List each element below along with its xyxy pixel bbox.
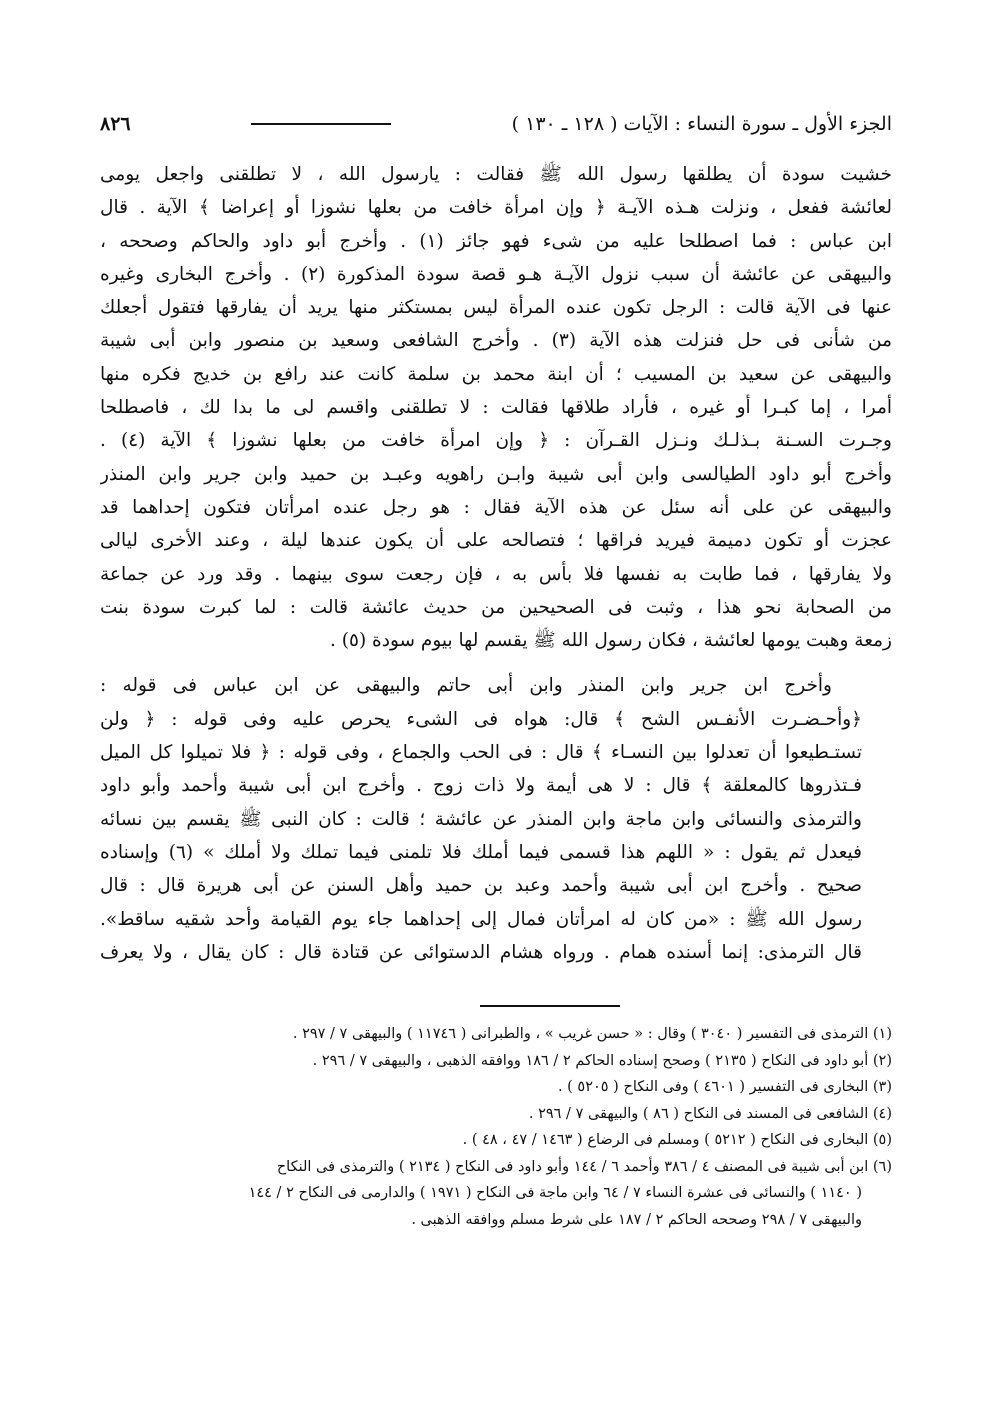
text-line: خشيت سودة أن يطلقها رسول الله ﷺ فقالت : يارسول الله ، لا تطلقنى واجعل يومى — [100, 164, 892, 185]
footnote-3: (٣) البخارى فى التفسير ( ٤٦٠١ ) وفى النكاح ( ٥٢٠٥ ) . — [557, 1079, 892, 1096]
text-line: ابن عباس : فما اصطلحا عليه من شىء فهو جائز (١) . وأخرج أبو داود والحاكم وصححه ، — [100, 230, 892, 252]
footnote-6-continued: والبيهقى ٧ / ٢٩٨ وصححه الحاكم ٢ / ١٨٧ على شرط مسلم ووافقه الذهبى . — [411, 1211, 862, 1228]
page-number: ٨٢٦ — [100, 113, 131, 135]
footnote-6-continued: ( ١١٤٠ ) والنسائى فى عشرة النساء ٧ / ٦٤ وابن ماجة فى النكاح ( ١٩٧١ ) والدارمى فى النكاح ٢ / ١٤٤ — [248, 1185, 862, 1202]
text-line: ولا يفارقها ، فما طابت به نفسها فلا بأس به ، فإن رجعت سوى بينهما . وقد ورد عن جماعة — [100, 563, 892, 585]
book-page — [100, 104, 892, 1344]
text-line: من الصحابة نحو هذا ، وثبت فى الصحيحين من حديث عائشة قالت : لما كبرت سودة بنت — [100, 596, 892, 618]
footnotes — [100, 1021, 892, 1233]
text-line: قال الترمذى: إنما أسنده همام . ورواه هشام الدستوائى عن قتادة قال : كان يقال ، ولا يعرف — [100, 941, 862, 963]
text-line: تستـطيعوا أن تعدلوا بين النسـاء ﴾ قال : فى الحب والجماع ، وفى قوله : ﴿ فلا تميلوا كل الميل — [100, 742, 862, 764]
text-line: رسول الله ﷺ : «من كان له امرأتان فمال إلى إحداهما جاء يوم القيامة وأحد شقيه ساقط». — [100, 908, 862, 930]
text-line: من شأنى فى حل فنزلت هذه الآية (٣) . وأخرج الشافعى وسعيد بن منصور وابن أبى شيبة — [100, 330, 892, 352]
text-line: والبيهقى عن على أنه سئل عن هذه الآية فقال : هو رجل عنده امرأتان فتكون إحداهما قد — [100, 496, 892, 518]
footnote-6: (٦) ابن أبى شيبة فى المصنف ٤ / ٣٨٦ وأحمد ٦ / ١٤٤ وأبو داود فى النكاح ( ٢١٣٤ ) والترمذى فى النكاح — [276, 1158, 892, 1175]
text-line: والبيهقى عن عائشة أن سبب نزول الآيـة هـو قصة سودة المذكورة (٢) . وأخرج البخارى وغيره — [100, 263, 892, 285]
text-line: عنها فى الآية قالت : الرجل تكون عنده المرأة ليس بمستكثر منها يريد أن يفارقها فتقول أجعلك — [100, 297, 892, 319]
text-line: فـتذروها كالمعلقة ﴾ قال : لا هى أيمة ولا ذات زوج . وأخرج ابن أبى شيبة وأحمد وأبو داود — [100, 775, 862, 797]
text-line: لعائشة ففعل ، ونزلت هـذه الآيـة ﴿ وإن امرأة خافت من بعلها نشوزا أو إعراضا ﴾ الآية . قال — [100, 197, 892, 219]
text-line: وجـرت السـنة بـذلـك ونـزل القـرآن : ﴿ وإن امرأة خافت من بعلها نشوزا ﴾ الآية (٤) . — [100, 430, 892, 452]
footnote-4: (٤) الشافعى فى المسند فى النكاح ( ٨٦ ) والبيهقى ٧ / ٢٩٦ . — [528, 1105, 892, 1122]
text-line: صحيح . وأخرج ابن أبى شيبة وأحمد وعبد بن حميد وأهل السنن عن أبى هريرة قال : قال — [100, 875, 862, 897]
paragraph-1 — [100, 158, 892, 657]
text-line: والبيهقى عن سعيد بن المسيب ؛ أن ابنة محمد بن سلمة كانت عند رافع بن خديج فكره منها — [100, 363, 892, 385]
page-header — [100, 104, 892, 144]
footnote-2: (٢) أبو داود فى النكاح ( ٢١٣٥ ) وصحح إسناده الحاكم ٢ / ١٨٦ ووافقه الذهبى ، والبيهقى ٧ / ٢٩٦ . — [312, 1052, 892, 1069]
paragraph-2 — [100, 669, 892, 969]
header-rule — [251, 123, 391, 125]
text-line: وأخرج ابن جرير وابن المنذر وابن أبى حاتم والبيهقى عن ابن عباس فى قوله : — [100, 675, 832, 697]
text-line: ﴿وأحـضـرت الأنفـس الشح ﴾ قال: هواه فى الشىء يحرص عليه وفى قوله : ﴿ ولن — [100, 708, 862, 730]
text-line: وأخرج أبو داود الطيالسى وابن أبى شيبة وابـن راهويه وعبـد بن حميد وابن جرير وابن المنذر — [100, 463, 892, 485]
text-line: فيعدل ثم يقول : « اللهم هذا قسمى فيما أملك فلا تلمنى فيما تملك ولا أملك » (٦) وإسناده — [100, 841, 862, 863]
text-line: والترمذى والنسائى وابن ماجة وابن المنذر عن عائشة ؛ قالت : كان النبى ﷺ يقسم بين نسائه — [100, 808, 862, 830]
footnote-rule — [480, 1005, 620, 1007]
text-line: زمعة وهبت يومها لعائشة ، فكان رسول الله ﷺ يقسم لها بيوم سودة (٥) . — [330, 630, 892, 652]
main-text — [100, 158, 892, 969]
footnote-5: (٥) البخارى فى النكاح ( ٥٢١٢ ) ومسلم فى الرضاع ( ١٤٦٣ / ٤٧ ، ٤٨ ) . — [462, 1132, 892, 1149]
footnote-1: (١) الترمذى فى التفسير ( ٣٠٤٠ ) وقال : « حسن غريب » ، والطبرانى ( ١١٧٤٦ ) والبيهقى ٧ / ٢٩٧ . — [292, 1026, 892, 1043]
running-title: الجزء الأول ـ سورة النساء : الآيات ( ١٢٨ ـ ١٣٠ ) — [511, 113, 892, 135]
text-line: أمرا ، إما كبـرا أو غيره ، فأراد طلاقها فقالت : لا تطلقنى واقسم لى ما بدا لك ، فاصطلحا — [100, 397, 892, 419]
text-line: عجزت أو تكون دميمة فيريد فراقها ؛ فتصالحه على أن يكون عندها ليلة ، وعند الأخرى ليالى — [100, 530, 892, 552]
